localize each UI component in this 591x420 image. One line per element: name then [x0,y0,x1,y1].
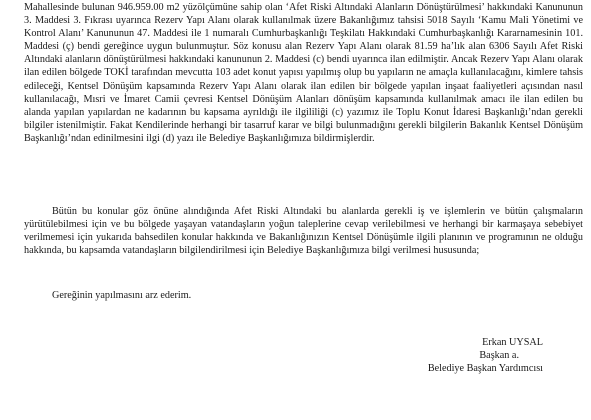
signatory-title: Başkan a. [479,350,519,362]
signature-block [343,336,543,375]
closing-line: Gereğinin yapılmasını arz ederim. [52,290,192,301]
signatory-name: Erkan UYSAL [482,337,543,348]
body-paragraph-2: Bütün bu konular göz önüne alındığında Afet Riski Altındaki bu alanlarda gerekli iş ve işlemlerin ve bütün çalışmaların yürütülebilmesi için ve bu bölgede yaşayan vatandaşların yoğun taleplerine cevap verilebilmesi ve herhangi bir karmaşaya sebebiyet verilmemesi için yukarıda bahsedilen konular hakkında ve Bakanlığınızın Kentsel Dönüşümle ilgili planının ve programının ne olduğu hakkında, bu kapsamda vatandaşların bilgilendirilmesi için Belediye Başkanlığımıza bilgi verilmesi hususunda; [24,206,583,257]
body-paragraph-1: Mahallesinde bulunan 946.959.00 m2 yüzölçümüne sahip olan ‘Afet Riski Altındaki Alanların Dönüştürülmesi’ hakkındaki Kanununun 3. Maddesi 3. Fıkrası uyarınca Rezerv Yapı Alanı olarak kullanılmak üzere Bakanlığımız tahsisi 5018 Sayılı ‘Kamu Mali Yönetimi ve Kontrol Alanı’ Kanununun 47. Maddesi ile 1 numaralı Cumhurbaşkanlığı Teşkilatı Hakkındaki Cumhurbaşkanlığı Kararnamesinin 101. Maddesi (ç) bendi gereğince uygun bulunmuştur. Söz konusu alan Rezerv Yapı Alanı olarak 81.59 ha’lık alan 6306 Sayılı Afet Riski Altındaki alanların dönüştürülmesi hakkındaki kanununun 2. Maddesi (c) bendi uyarınca ilan edilmiştir. Ancak Rezerv Yapı Alanı olarak ilan edilen bölgede TOKİ tarafından mevcutta 103 adet konut yapısı yapılmış olup bu yapıların ne amaçla kullanılacağını, kimlere tahsis edileceği, Kentsel Dönüşüm kapsamında Rezerv Yapı Alanı olarak ilan edilen bir bölgede yapılan inşaat faaliyetleri açısından nasıl kullanılacağı, Mısri ve İmaret Camii çevresi Kentsel Dönüşüm Alanları dönüşüm kapsamında kullanılmak amacı ile ilan edilen bu alanda yapılan yapılardan ne kadarının bu kapsama ayrıldığı ile ilgililiği (c) yazımız ile Toplu Konut İdaresi Başkanlığı’ndan gerekli bilgiler istenilmiştir. Fakat Kendilerinde herhangi bir tasarruf karar ve bilgi bulunmadığını gerekli bilgilerin Bakanlık Kentsel Dönüşüm Başkanlığı’ndan edinilmesini ilgi (d) yazı ile Belediye Başkanlığımıza bildirmişlerdir. [24,2,583,144]
signatory-role: Belediye Başkan Yardımcısı [427,363,543,375]
